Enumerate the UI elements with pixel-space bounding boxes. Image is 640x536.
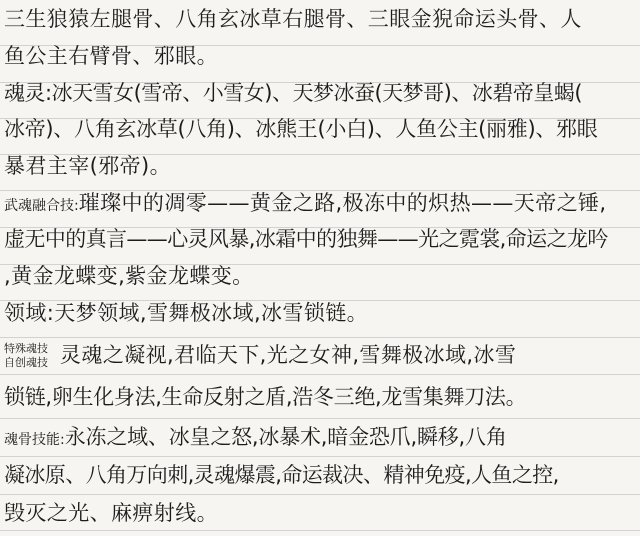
text-line-1: 三生狼猿左腿骨、八角玄冰草右腿骨、三眼金猊命运头骨、人 bbox=[4, 7, 582, 31]
martial-soul-fusion-label: 武魂融合技: bbox=[4, 198, 79, 214]
text-line-7: 虚无中的真言——心灵风暴,冰霜中的独舞——光之霓裳,命运之龙吟 bbox=[4, 227, 608, 251]
text-line-3: 魂灵:冰天雪女(雪帝、小雪女)、天梦冰蚕(天梦哥)、冰碧帝皇蝎( bbox=[4, 81, 583, 105]
self-created-soul-skill-label: 自创魂技 bbox=[4, 356, 48, 369]
ruled-line bbox=[0, 494, 640, 495]
ruled-line bbox=[0, 530, 640, 531]
martial-soul-fusion-text: 璀璨中的凋零——黄金之路,极冻中的炽热——天帝之锤, bbox=[78, 191, 607, 215]
text-line-12 bbox=[4, 424, 638, 453]
soul-bone-skill-label: 魂骨技能: bbox=[4, 432, 65, 448]
text-line-4: 冰帝)、八角玄冰草(八角)、冰熊王(小白)、人鱼公主(丽雅)、邪眼 bbox=[4, 117, 598, 141]
soul-bone-skill-text: 永冻之域、冰皇之怒,冰暴术,暗金恐爪,瞬移,八角 bbox=[64, 425, 507, 449]
text-line-13: 凝冰原、八角万向刺,灵魂爆震,命运裁决、精神免疫,人鱼之控, bbox=[4, 463, 559, 487]
text-line-14: 毁灭之光、麻痹射线。 bbox=[4, 501, 218, 525]
text-line-11: 锁链,卵生化身法,生命反射之盾,浩冬三绝,龙雪集舞刀法。 bbox=[4, 385, 527, 409]
text-line-9: 领域:天梦领域,雪舞极冰域,冰雪锁链。 bbox=[4, 301, 369, 325]
text-line-2: 鱼公主右臂骨、邪眼。 bbox=[4, 44, 218, 68]
text-line-10: 灵魂之凝视,君临天下,光之女神,雪舞极冰域,冰雪 bbox=[60, 343, 517, 367]
ruled-line bbox=[0, 374, 640, 375]
ruled-line bbox=[0, 337, 640, 338]
text-line-8: ,黄金龙蝶变,紫金龙蝶变。 bbox=[4, 264, 254, 288]
ruled-line bbox=[0, 418, 640, 419]
text-line-6 bbox=[4, 190, 638, 219]
special-soul-skill-label: 特殊魂技 bbox=[4, 342, 48, 355]
text-line-5: 暴君主宰(邪帝)。 bbox=[4, 154, 171, 178]
ruled-line bbox=[0, 456, 640, 457]
